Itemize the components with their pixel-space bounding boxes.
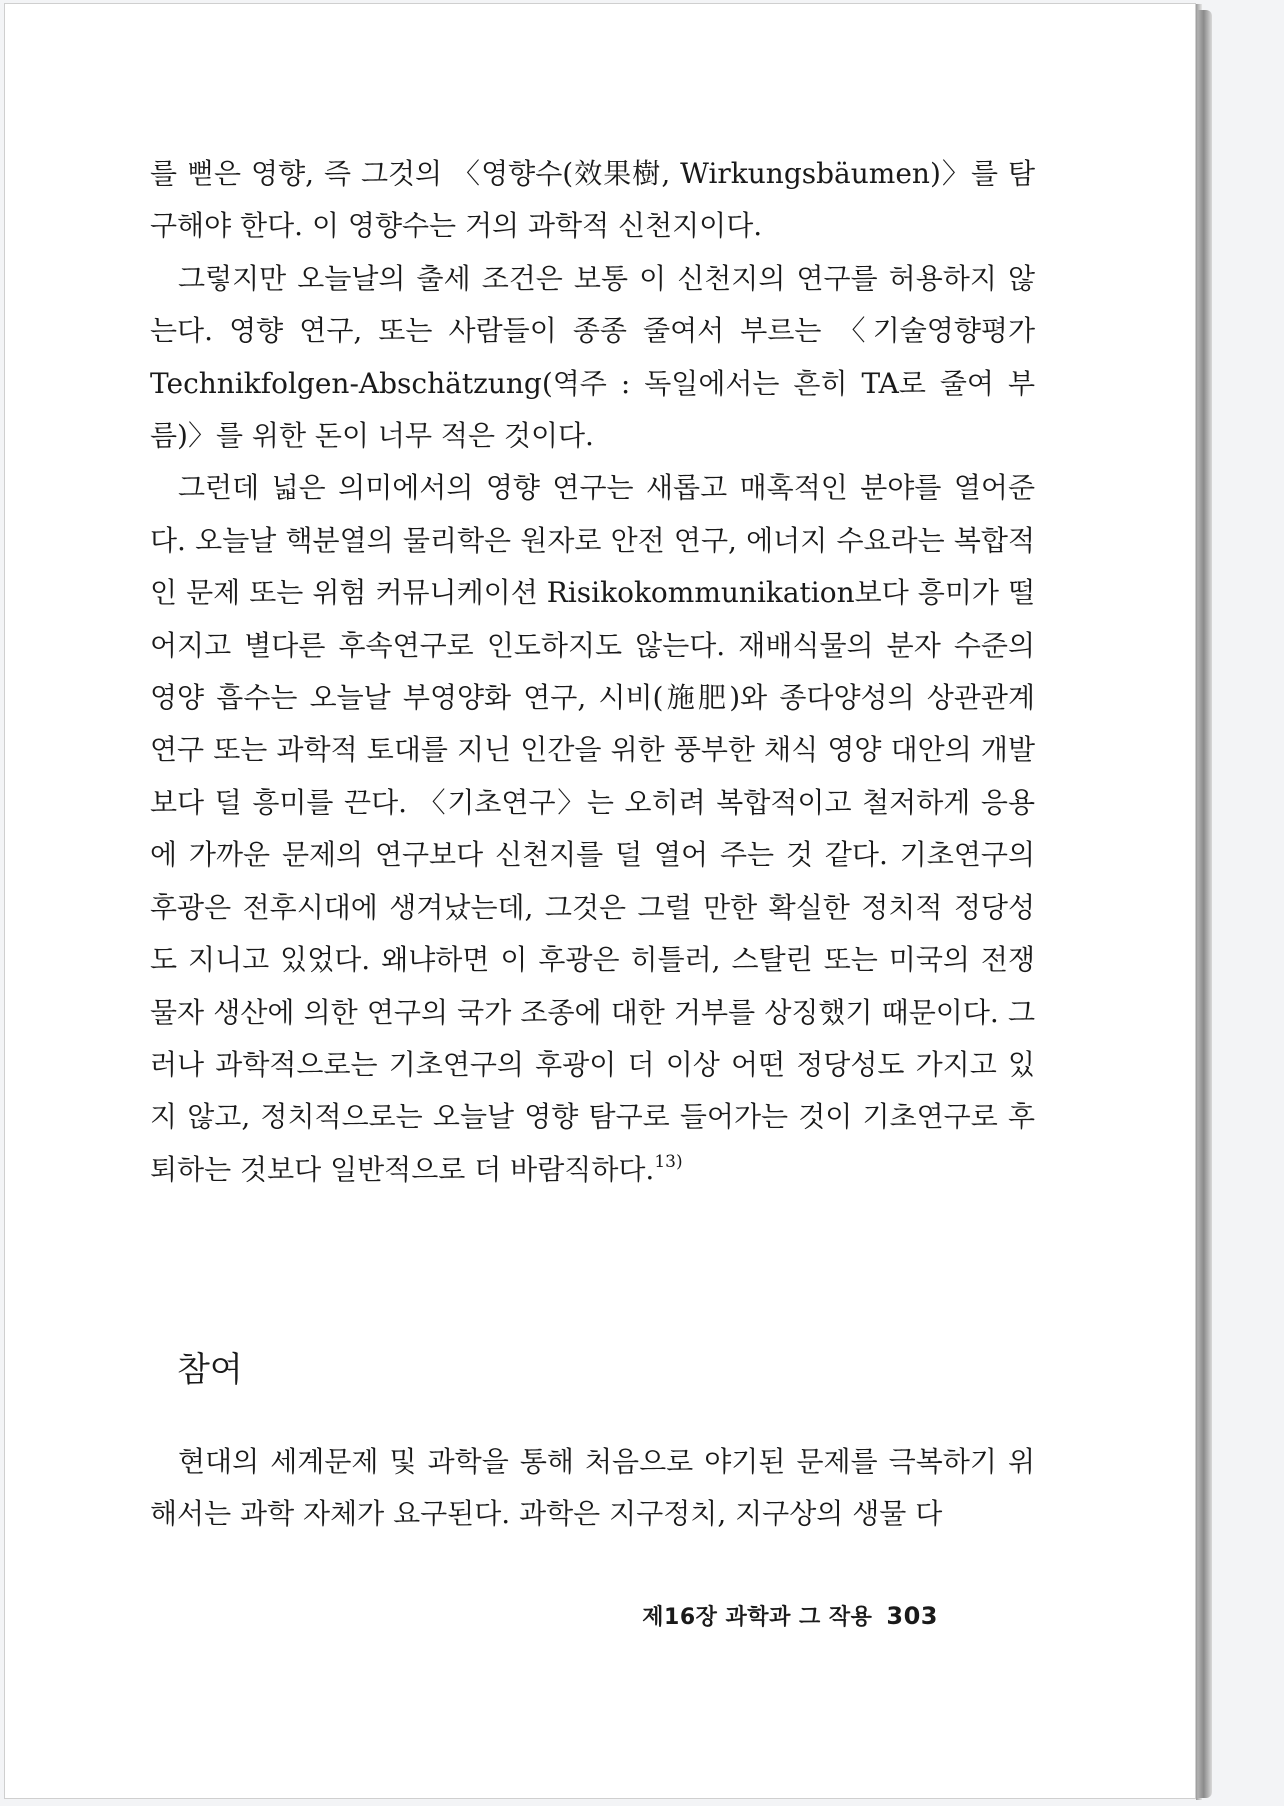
paragraph-1: 를 뻗은 영향, 즉 그것의 〈영향수(效果樹, Wirkungsbäumen)〉를 탐구해야 한다. 이 영향수는 거의 과학적 신천지이다. (150, 157, 1035, 243)
paragraph-3 (150, 462, 1035, 1196)
footnote-reference: 13) (654, 1151, 683, 1172)
main-text (150, 148, 1035, 1196)
section-paragraph-1: 현대의 세계문제 및 과학을 통해 처음으로 야기된 문제를 극복하기 위해서는 과학 자체가 요구된다. 과학은 지구정치, 지구상의 생물 다 (150, 1445, 1035, 1531)
paragraph-3-text: 그런데 넓은 의미에서의 영향 연구는 새롭고 매혹적인 분야를 열어준다. 오늘날 핵분열의 물리학은 원자로 안전 연구, 에너지 수요라는 복합적인 문제 또는 위험 커뮤니케이션 Risikokommunikation보다 흥미가 떨어지고 별다른 후속연구로 인도하지도 않는다. 재배식물의 분자 수준의 영양 흡수는 오늘날 부영양화 연구, 시비(施肥)와 종다양성의 상관관계 연구 또는 과학적 토대를 지닌 인간을 위한 풍부한 채식 영양 대안의 개발보다 덜 흥미를 끈다. 〈기초연구〉는 오히려 복합적이고 철저하게 응용에 가까운 문제의 연구보다 신천지를 덜 열어 주는 것 같다. 기초연구의 후광은 전후시대에 생겨났는데, 그것은 그럴 만한 확실한 정치적 정당성도 지니고 있었다. 왜냐하면 이 후광은 히틀러, 스탈린 또는 미국의 전쟁물자 생산에 의한 연구의 국가 조종에 대한 거부를 상징했기 때문이다. 그러나 과학적으로는 기초연구의 후광이 더 이상 어떤 정당성도 가지고 있지 않고, 정치적으로는 오늘날 영향 탐구로 들어가는 것이 기초연구로 후퇴하는 것보다 일반적으로 더 바람직하다. (150, 471, 1035, 1186)
page-number: 303 (886, 1602, 938, 1630)
section-text (150, 1436, 1035, 1541)
paragraph-2: 그렇지만 오늘날의 출세 조건은 보통 이 신천지의 연구를 허용하지 않는다. 영향 연구, 또는 사람들이 종종 줄여서 부르는 〈기술영향평가 Technikfolgen-Abschätzung(역주 : 독일에서는 흔히 TA로 줄여 부름)〉를 위한 돈이 너무 적은 것이다. (150, 261, 1035, 453)
section-heading: 참여 (177, 1350, 243, 1390)
page-footer (642, 1600, 938, 1631)
book-page (4, 3, 1196, 1799)
chapter-title: 제16장 과학과 그 작용 (642, 1605, 873, 1630)
page-stack-edge (1198, 10, 1212, 1798)
